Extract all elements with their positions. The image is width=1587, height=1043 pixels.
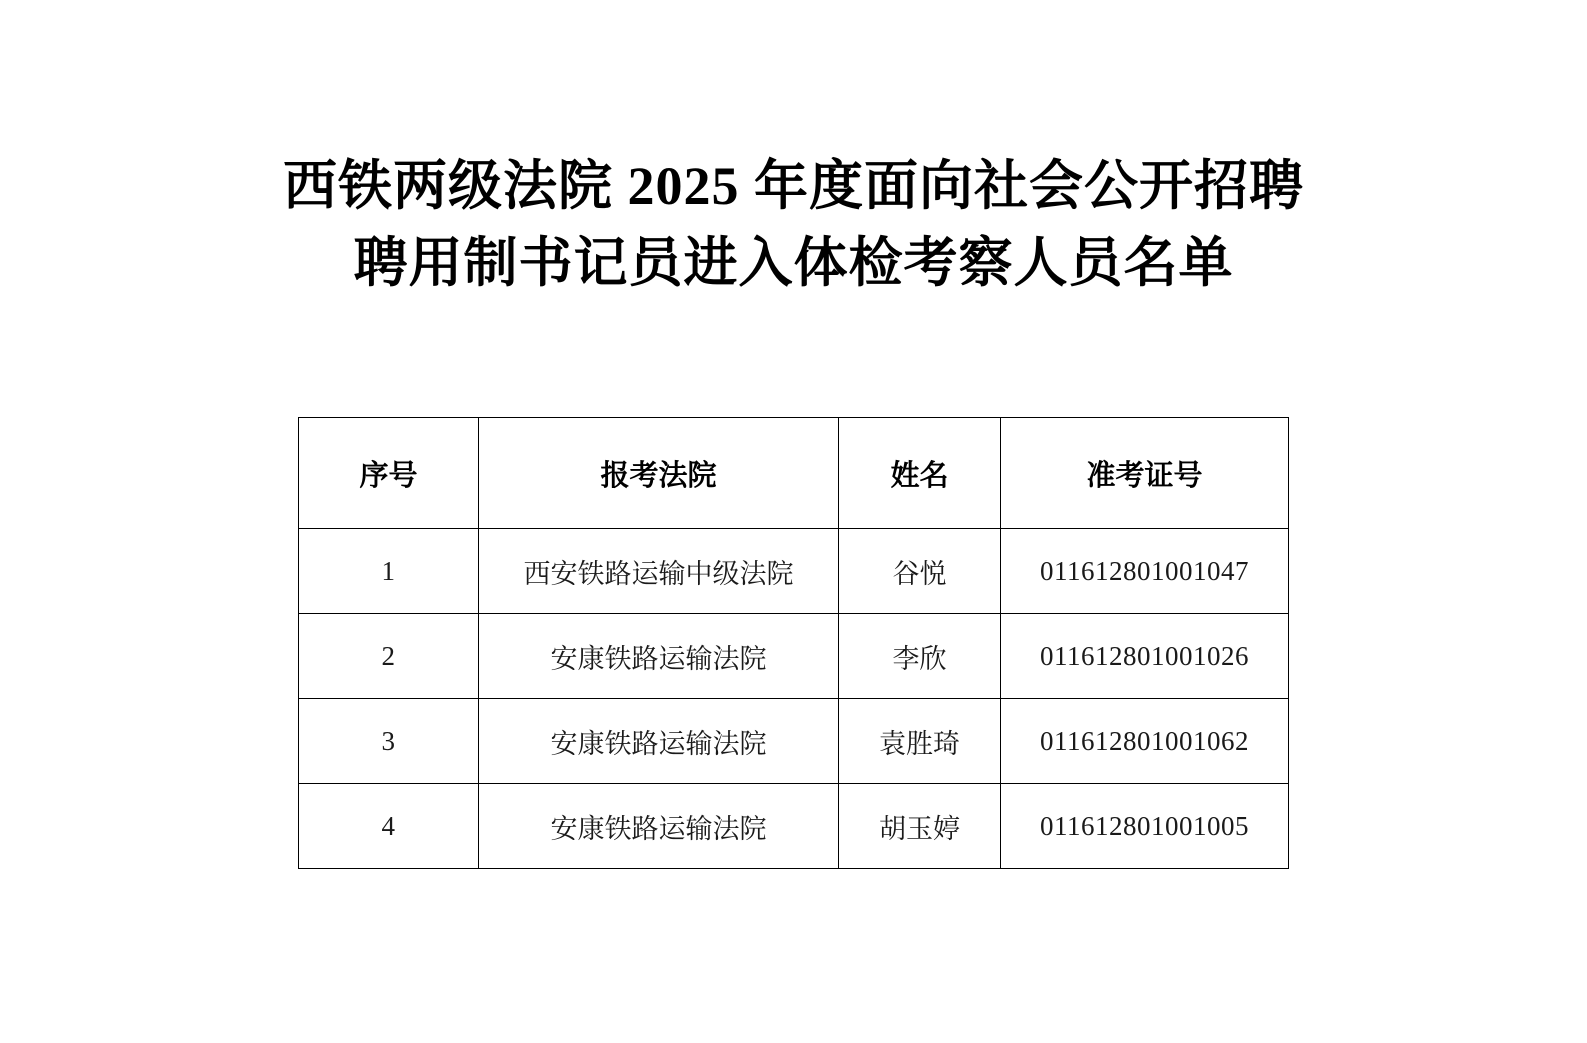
column-header-court: 报考法院 (479, 418, 839, 529)
cell-index: 2 (299, 614, 479, 699)
cell-index: 1 (299, 529, 479, 614)
cell-ticket: 011612801001047 (1001, 529, 1289, 614)
page-title (0, 0, 1587, 301)
table-header-row (299, 418, 1289, 529)
cell-index: 4 (299, 784, 479, 869)
cell-name: 袁胜琦 (839, 699, 1001, 784)
cell-court: 安康铁路运输法院 (479, 614, 839, 699)
table-row (299, 784, 1289, 869)
table-body (299, 529, 1289, 869)
column-header-name: 姓名 (839, 418, 1001, 529)
cell-ticket: 011612801001026 (1001, 614, 1289, 699)
cell-court: 安康铁路运输法院 (479, 699, 839, 784)
cell-court: 西安铁路运输中级法院 (479, 529, 839, 614)
table-row (299, 529, 1289, 614)
roster-table (298, 417, 1289, 869)
cell-court: 安康铁路运输法院 (479, 784, 839, 869)
roster-table-container (0, 417, 1587, 869)
page-title-line-1: 西铁两级法院 2025 年度面向社会公开招聘 (283, 156, 1304, 216)
cell-name: 谷悦 (839, 529, 1001, 614)
table-row (299, 699, 1289, 784)
cell-name: 胡玉婷 (839, 784, 1001, 869)
cell-ticket: 011612801001062 (1001, 699, 1289, 784)
cell-ticket: 011612801001005 (1001, 784, 1289, 869)
column-header-ticket: 准考证号 (1001, 418, 1289, 529)
cell-index: 3 (299, 699, 479, 784)
table-header (299, 418, 1289, 529)
page-title-line-2: 聘用制书记员进入体检考察人员名单 (353, 232, 1234, 293)
table-row (299, 614, 1289, 699)
cell-name: 李欣 (839, 614, 1001, 699)
column-header-index: 序号 (299, 418, 479, 529)
